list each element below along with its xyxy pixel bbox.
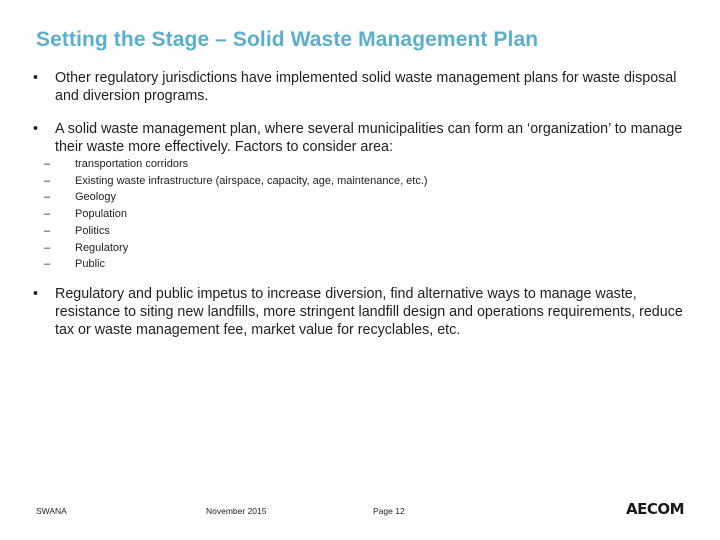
factor-text: transportation corridors bbox=[75, 158, 189, 170]
dash-marker: – bbox=[44, 258, 51, 271]
factor-text: Population bbox=[75, 208, 127, 221]
bullet-item bbox=[33, 69, 693, 105]
footer-page-number: Page 12 bbox=[373, 506, 405, 516]
factor-item bbox=[44, 173, 428, 190]
dash-marker: – bbox=[44, 224, 51, 237]
factor-text: Existing waste infrastructure (airspace, capacity, age, maintenance, etc.) bbox=[75, 174, 428, 187]
factor-text: Regulatory bbox=[75, 241, 129, 254]
slide-title: Setting the Stage – Solid Waste Management Plan bbox=[36, 28, 539, 51]
factor-text: Politics bbox=[75, 224, 110, 237]
factor-item bbox=[44, 223, 428, 240]
bullet-marker: • bbox=[33, 70, 39, 86]
bullet-marker: • bbox=[33, 286, 39, 302]
bullet-item bbox=[33, 120, 693, 156]
factor-item bbox=[44, 256, 428, 273]
bullet-text: Regulatory and public impetus to increase diversion, find alternative ways to manage waste, resistance to siting new landfills, more stringent landfill design and operations requirements, reduce tax or waste management fee, market value for recyclables, etc. bbox=[55, 286, 683, 338]
factor-item bbox=[44, 240, 428, 257]
dash-marker: – bbox=[44, 158, 51, 170]
bullet-text: Other regulatory jurisdictions have implemented solid waste management plans for waste disposal and diversion programs. bbox=[55, 70, 677, 104]
factor-text: Public bbox=[75, 258, 105, 271]
dash-marker: – bbox=[44, 208, 51, 221]
dash-marker: – bbox=[44, 241, 51, 254]
factor-item bbox=[44, 189, 428, 206]
bullet-marker: • bbox=[33, 121, 39, 137]
factor-item bbox=[44, 206, 428, 223]
bullet-item bbox=[33, 285, 693, 339]
footer-date: November 2015 bbox=[206, 506, 267, 516]
dash-marker: – bbox=[44, 191, 51, 204]
factor-text: Geology bbox=[75, 191, 116, 204]
aecom-logo: AECOM bbox=[626, 500, 685, 518]
factor-item bbox=[44, 156, 428, 173]
factors-list bbox=[44, 156, 428, 273]
bullet-text: A solid waste management plan, where several municipalities can form an ‘organization’ to manage their waste more effectively. Factors to consider area: bbox=[55, 121, 683, 155]
dash-marker: – bbox=[44, 174, 51, 187]
footer-org: SWANA bbox=[36, 506, 67, 516]
